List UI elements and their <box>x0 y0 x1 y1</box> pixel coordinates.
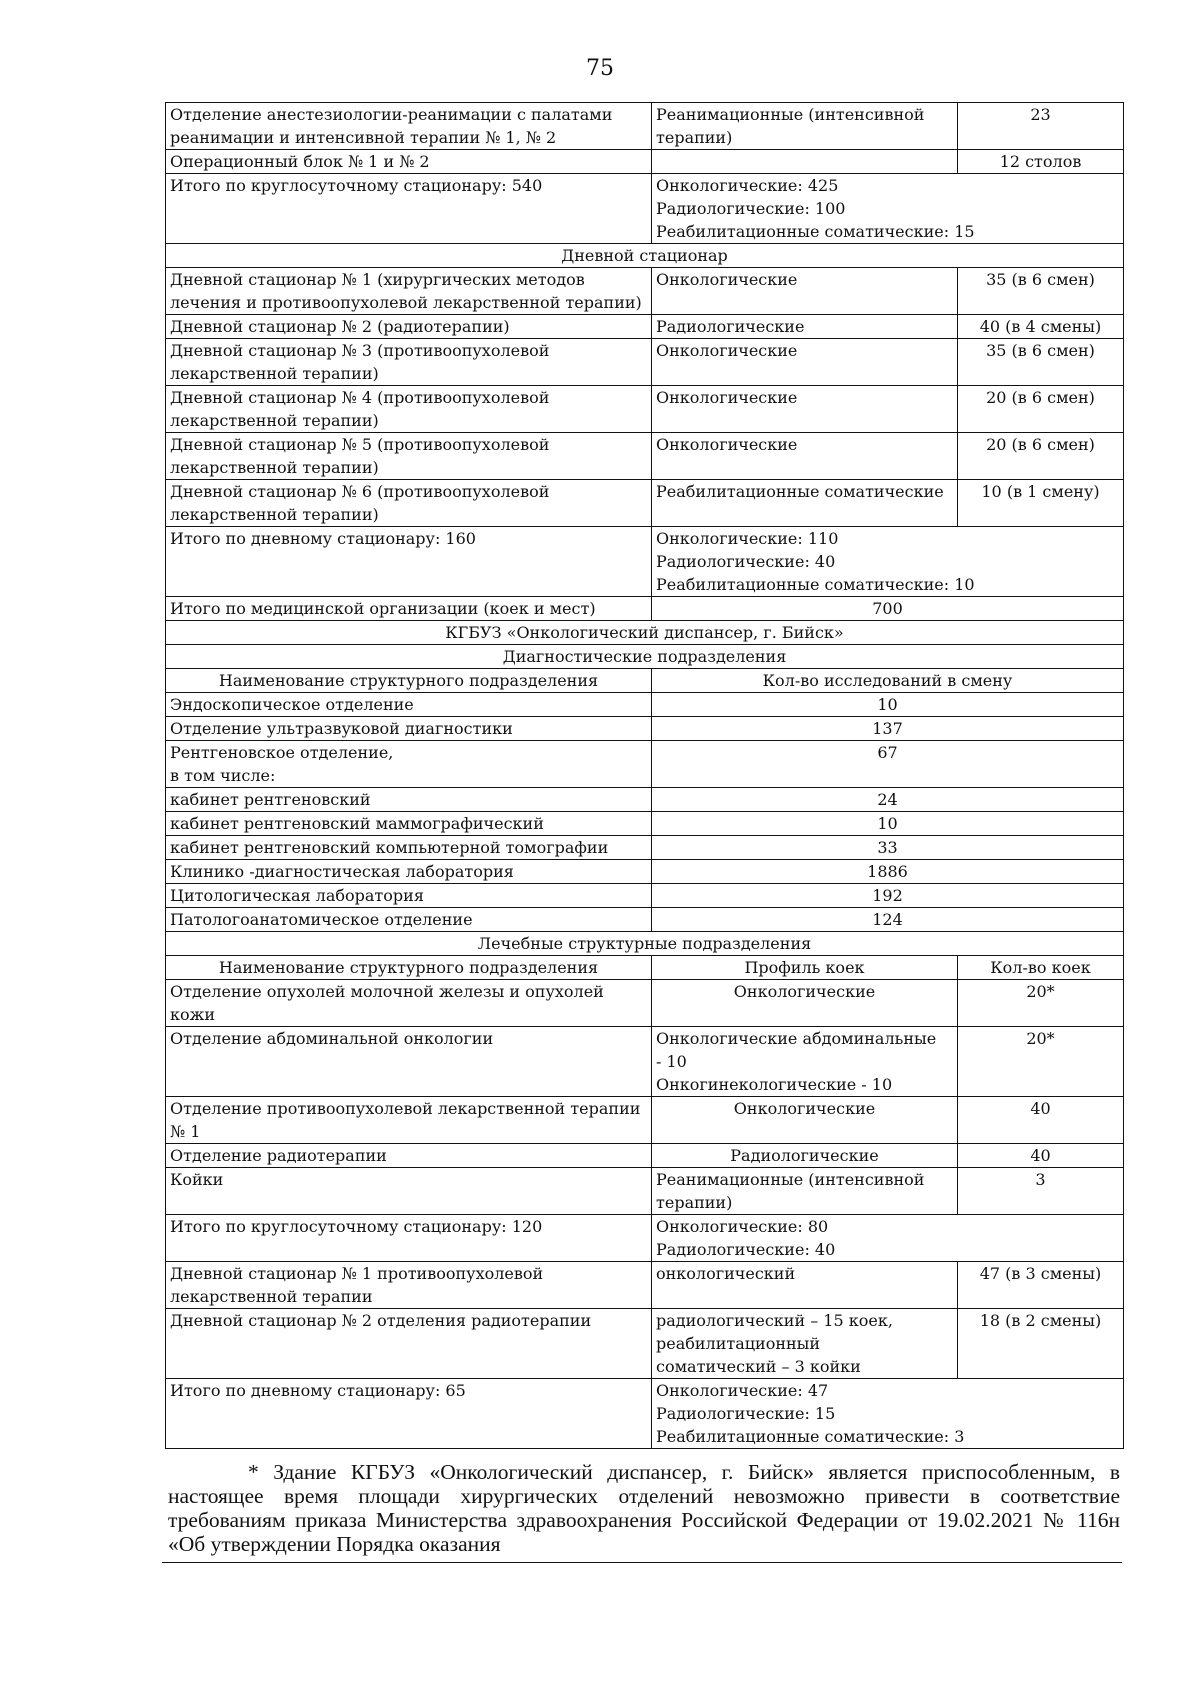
table-row <box>166 386 1124 433</box>
table-cell: Патологоанатомическое отделение <box>166 908 652 932</box>
table-cell: Отделение абдоминальной онкологии <box>166 1027 652 1097</box>
table-cell: Дневной стационар № 3 (противоопухолевой лекарственной терапии) <box>166 339 652 386</box>
table-row <box>166 693 1124 717</box>
table-row <box>166 480 1124 527</box>
table-cell: Итого по медицинской организации (коек и мест) <box>166 597 652 621</box>
table-cell: 10 <box>652 693 1124 717</box>
table-cell: Итого по дневному стационару: 160 <box>166 527 652 597</box>
table-cell: Эндоскопическое отделение <box>166 693 652 717</box>
page-number: 75 <box>586 56 614 81</box>
table-cell: Онкологические абдоминальные - 10 Онкогинекологические - 10 <box>652 1027 958 1097</box>
table-cell: Радиологические <box>652 315 958 339</box>
table-row <box>166 433 1124 480</box>
table-cell <box>652 150 958 174</box>
table-row <box>166 1097 1124 1144</box>
table-cell: Онкологические <box>652 433 958 480</box>
table-cell: Койки <box>166 1168 652 1215</box>
table-cell: Онкологические <box>652 268 958 315</box>
table-cell: КГБУЗ «Онкологический диспансер, г. Бийск» <box>166 621 1124 645</box>
table-row <box>166 527 1124 597</box>
table-cell: 18 (в 2 смены) <box>958 1309 1124 1379</box>
capacity-table <box>165 102 1124 1449</box>
table-cell: Онкологические: 425 Радиологические: 100 Реабилитационные соматические: 15 <box>652 174 1124 244</box>
bottom-rule <box>162 1562 1122 1563</box>
table-row <box>166 621 1124 645</box>
table-row <box>166 150 1124 174</box>
table-cell: 10 (в 1 смену) <box>958 480 1124 527</box>
table-cell: Кол-во коек <box>958 956 1124 980</box>
table-row <box>166 645 1124 669</box>
table-cell: Онкологические <box>652 980 958 1027</box>
table-cell: Цитологическая лаборатория <box>166 884 652 908</box>
footnote-text: * Здание КГБУЗ «Онкологический диспансер, г. Бийск» является приспособленным, в настоящее время площади хирургических отделений невозможно привести в соответствие требованиям приказа Министерства здравоохранения Российской Федерации от 19.02.2021 № 116н «Об утверждении Порядка оказания <box>168 1460 1120 1556</box>
table-cell: 35 (в 6 смен) <box>958 339 1124 386</box>
table-cell: 40 <box>958 1144 1124 1168</box>
table-cell: Итого по круглосуточному стационару: 120 <box>166 1215 652 1262</box>
table-cell: Операционный блок № 1 и № 2 <box>166 150 652 174</box>
table-cell: Реанимационные (интенсивной терапии) <box>652 103 958 150</box>
table-cell: Отделение радиотерапии <box>166 1144 652 1168</box>
table-cell: Онкологические <box>652 386 958 433</box>
table-cell: Рентгеновское отделение, в том числе: <box>166 741 652 788</box>
table-row <box>166 980 1124 1027</box>
table-row <box>166 1379 1124 1449</box>
table-cell: Отделение анестезиологии-реанимации с палатами реанимации и интенсивной терапии № 1, № 2 <box>166 103 652 150</box>
table-cell: Наименование структурного подразделения <box>166 669 652 693</box>
table-cell: Радиологические <box>652 1144 958 1168</box>
table-cell: Дневной стационар № 6 (противоопухолевой лекарственной терапии) <box>166 480 652 527</box>
table-row <box>166 669 1124 693</box>
table-cell: 20 (в 6 смен) <box>958 386 1124 433</box>
table-row <box>166 103 1124 150</box>
table-row <box>166 268 1124 315</box>
table-cell: Отделение противоопухолевой лекарственной терапии № 1 <box>166 1097 652 1144</box>
table-cell: Онкологические: 110 Радиологические: 40 Реабилитационные соматические: 10 <box>652 527 1124 597</box>
table-cell: кабинет рентгеновский маммографический <box>166 812 652 836</box>
table-cell: 33 <box>652 836 1124 860</box>
table-cell: Онкологические <box>652 1097 958 1144</box>
table-cell: 20 (в 6 смен) <box>958 433 1124 480</box>
table-row <box>166 339 1124 386</box>
table-cell: Дневной стационар № 1 противоопухолевой лекарственной терапии <box>166 1262 652 1309</box>
table-row <box>166 932 1124 956</box>
table-cell: Дневной стационар № 2 (радиотерапии) <box>166 315 652 339</box>
table-cell: радиологический – 15 коек, реабилитационный соматический – 3 койки <box>652 1309 958 1379</box>
table-row <box>166 717 1124 741</box>
footnote <box>168 1460 1120 1556</box>
table-row <box>166 1309 1124 1379</box>
table-row <box>166 1215 1124 1262</box>
table-cell: Диагностические подразделения <box>166 645 1124 669</box>
table-cell: онкологический <box>652 1262 958 1309</box>
table-cell: 47 (в 3 смены) <box>958 1262 1124 1309</box>
table-cell: 700 <box>652 597 1124 621</box>
table-row <box>166 1262 1124 1309</box>
table-cell: Дневной стационар № 4 (противоопухолевой лекарственной терапии) <box>166 386 652 433</box>
table-cell: Реабилитационные соматические <box>652 480 958 527</box>
table-cell: Профиль коек <box>652 956 958 980</box>
table-cell: 1886 <box>652 860 1124 884</box>
table-cell: Дневной стационар № 5 (противоопухолевой лекарственной терапии) <box>166 433 652 480</box>
table-cell: Дневной стационар <box>166 244 1124 268</box>
table-cell: 40 (в 4 смены) <box>958 315 1124 339</box>
table-row <box>166 741 1124 788</box>
table-cell: 3 <box>958 1168 1124 1215</box>
table-row <box>166 836 1124 860</box>
table-cell: Дневной стационар № 1 (хирургических методов лечения и противоопухолевой лекарственной терапии) <box>166 268 652 315</box>
table-cell: 10 <box>652 812 1124 836</box>
table-row <box>166 244 1124 268</box>
table-cell: Наименование структурного подразделения <box>166 956 652 980</box>
table-row <box>166 956 1124 980</box>
table-cell: 23 <box>958 103 1124 150</box>
table-cell: Лечебные структурные подразделения <box>166 932 1124 956</box>
table-row <box>166 174 1124 244</box>
table-cell: Клинико -диагностическая лаборатория <box>166 860 652 884</box>
table-cell: 12 столов <box>958 150 1124 174</box>
table-row <box>166 788 1124 812</box>
table-cell: Онкологические: 47 Радиологические: 15 Реабилитационные соматические: 3 <box>652 1379 1124 1449</box>
table-cell: кабинет рентгеновский <box>166 788 652 812</box>
table-cell: Онкологические <box>652 339 958 386</box>
table-cell: Дневной стационар № 2 отделения радиотерапии <box>166 1309 652 1379</box>
table-row <box>166 1027 1124 1097</box>
table-row <box>166 884 1124 908</box>
table-cell: Онкологические: 80 Радиологические: 40 <box>652 1215 1124 1262</box>
table-cell: Отделение ультразвуковой диагностики <box>166 717 652 741</box>
table-cell: 24 <box>652 788 1124 812</box>
table-cell: 137 <box>652 717 1124 741</box>
table-cell: 67 <box>652 741 1124 788</box>
table-row <box>166 1168 1124 1215</box>
table-cell: 20* <box>958 980 1124 1027</box>
table-row <box>166 1144 1124 1168</box>
table-cell: Итого по круглосуточному стационару: 540 <box>166 174 652 244</box>
table-cell: Отделение опухолей молочной железы и опухолей кожи <box>166 980 652 1027</box>
table-cell: 40 <box>958 1097 1124 1144</box>
table-cell: кабинет рентгеновский компьютерной томографии <box>166 836 652 860</box>
table-row <box>166 860 1124 884</box>
table-cell: 20* <box>958 1027 1124 1097</box>
table-cell: 35 (в 6 смен) <box>958 268 1124 315</box>
table-row <box>166 597 1124 621</box>
table-cell: Реанимационные (интенсивной терапии) <box>652 1168 958 1215</box>
table-row <box>166 812 1124 836</box>
table-cell: Итого по дневному стационару: 65 <box>166 1379 652 1449</box>
table-cell: 124 <box>652 908 1124 932</box>
table-cell: 192 <box>652 884 1124 908</box>
table-cell: Кол-во исследований в смену <box>652 669 1124 693</box>
table-row <box>166 315 1124 339</box>
table-row <box>166 908 1124 932</box>
